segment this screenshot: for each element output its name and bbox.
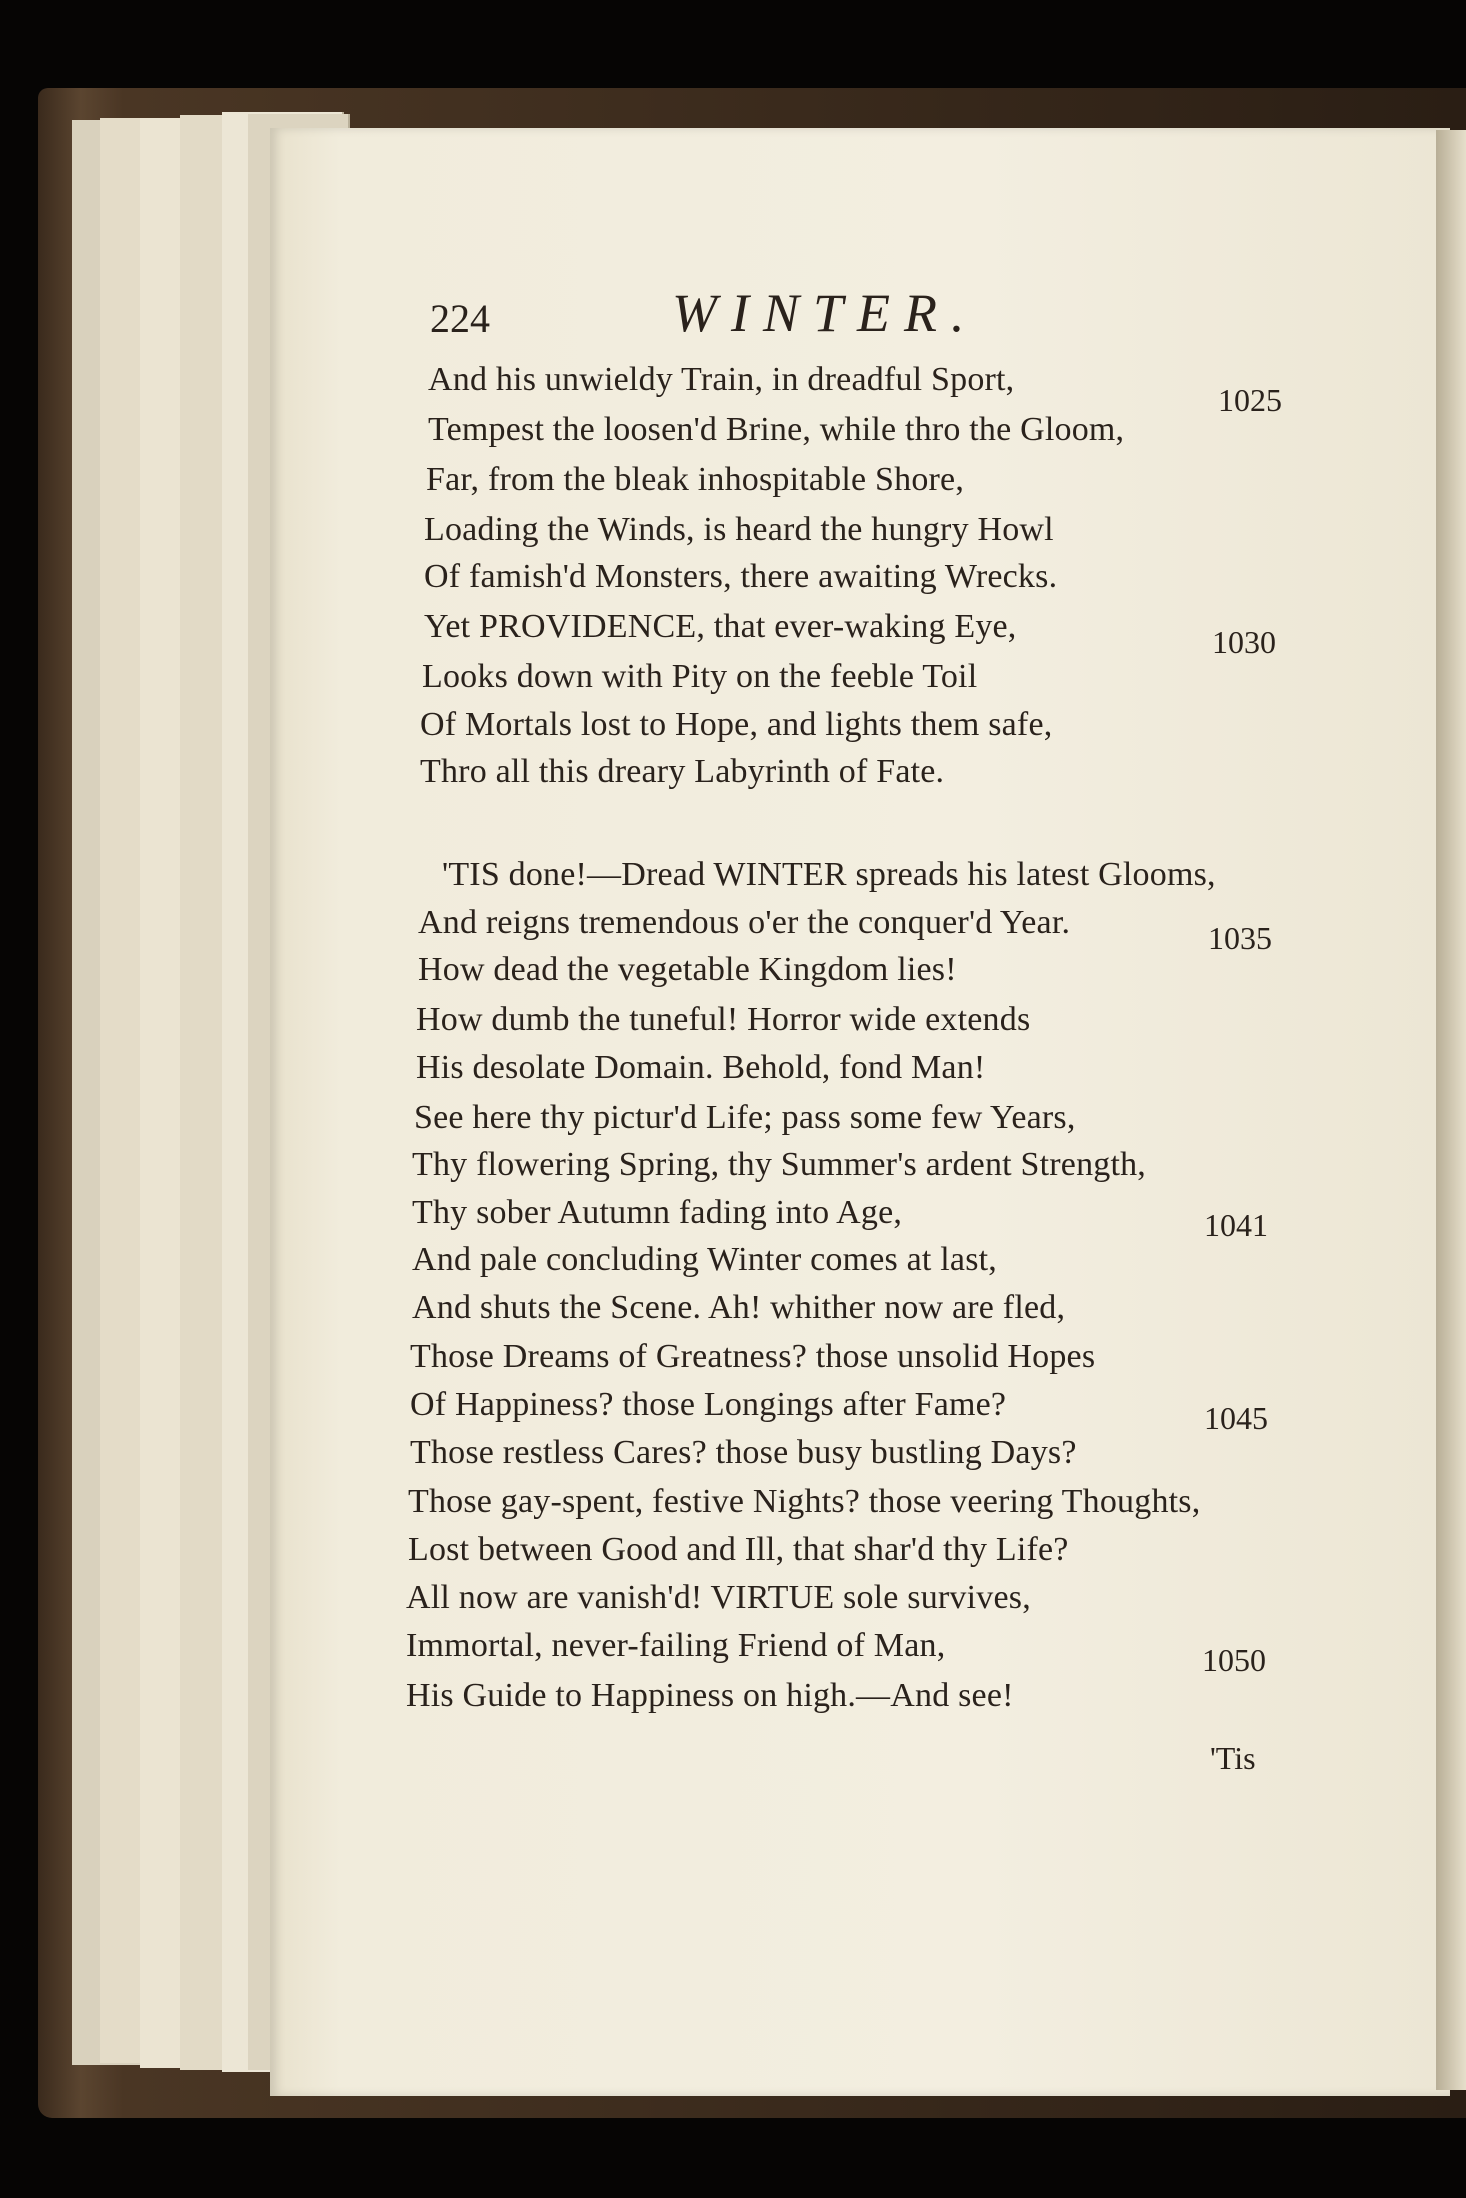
verse-line: Loading the Winds, is heard the hungry Howl: [424, 511, 1054, 548]
catchword: 'Tis: [1210, 1740, 1256, 1776]
verse-line: Far, from the bleak inhospitable Shore,: [426, 461, 965, 498]
running-head: WINTER.: [672, 283, 979, 343]
verse-line: Lost between Good and Ill, that shar'd thy Life?: [408, 1531, 1069, 1568]
page-number: 224: [430, 296, 490, 341]
line-number: 1041: [1204, 1207, 1268, 1243]
line-number: 1045: [1204, 1400, 1268, 1436]
verse-line: Thy sober Autumn fading into Age,: [412, 1194, 903, 1231]
line-number: 1030: [1212, 624, 1276, 660]
verse-line: Those Dreams of Greatness? those unsolid Hopes: [410, 1338, 1096, 1375]
verse-line: And pale concluding Winter comes at last,: [412, 1241, 997, 1278]
verse-line: Of Happiness? those Longings after Fame?: [410, 1386, 1007, 1423]
verse-line: Thro all this dreary Labyrinth of Fate.: [420, 753, 945, 790]
verse-line: Yet PROVIDENCE, that ever-waking Eye,: [424, 608, 1017, 645]
line-number: 1025: [1218, 382, 1282, 418]
verse-line: And his unwieldy Train, in dreadful Sport,: [428, 361, 1015, 398]
verse-line: Immortal, never-failing Friend of Man,: [406, 1627, 946, 1664]
verse-line: Of Mortals lost to Hope, and lights them safe,: [420, 706, 1053, 743]
verse-line: 'TIS done!—Dread WINTER spreads his latest Glooms,: [442, 856, 1216, 893]
verse-line: See here thy pictur'd Life; pass some few Years,: [414, 1099, 1076, 1136]
verse-line: Those restless Cares? those busy bustling Days?: [410, 1434, 1077, 1471]
verse-line: His Guide to Happiness on high.—And see!: [406, 1677, 1014, 1714]
verse-line: Of famish'd Monsters, there awaiting Wrecks.: [424, 558, 1058, 595]
verse-line: How dead the vegetable Kingdom lies!: [418, 951, 957, 988]
verse-line: And reigns tremendous o'er the conquer'd Year.: [418, 904, 1071, 941]
verse-line: And shuts the Scene. Ah! whither now are fled,: [412, 1289, 1066, 1326]
verse-line: Looks down with Pity on the feeble Toil: [422, 658, 978, 695]
verse-line: All now are vanish'd! VIRTUE sole survives,: [406, 1579, 1031, 1616]
line-number: 1035: [1208, 920, 1272, 956]
verse-line: Thy flowering Spring, thy Summer's ardent Strength,: [412, 1146, 1147, 1183]
verse-line: His desolate Domain. Behold, fond Man!: [416, 1049, 986, 1086]
verse-line: Tempest the loosen'd Brine, while thro the Gloom,: [428, 411, 1125, 448]
line-number: 1050: [1202, 1642, 1266, 1678]
verse-line: How dumb the tuneful! Horror wide extends: [416, 1001, 1031, 1038]
verse-line: Those gay-spent, festive Nights? those veering Thoughts,: [408, 1483, 1201, 1520]
